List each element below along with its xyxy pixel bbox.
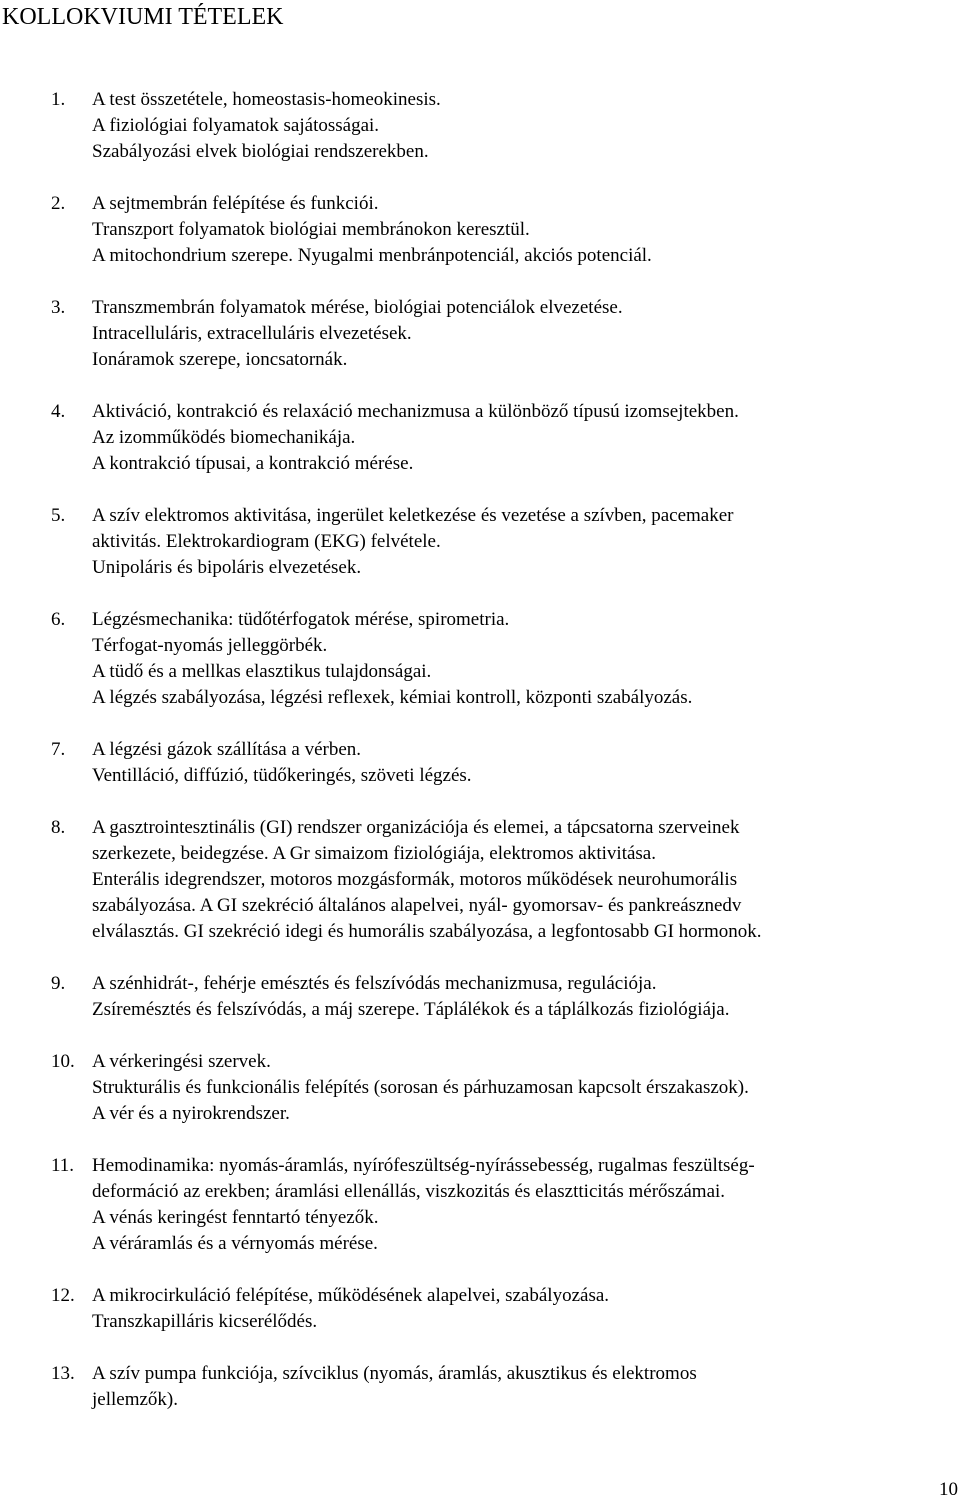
topic-line: A szív elektromos aktivitása, ingerület keletkezése és vezetése a szívben, pacemaker xyxy=(92,505,734,526)
topic-line: Aktiváció, kontrakció és relaxáció mechanizmusa a különböző típusú izomsejtekben. xyxy=(92,401,739,422)
topic-item xyxy=(0,971,960,1023)
topic-line: szerkezete, beidegzése. A Gr simaizom fiziológiája, elektromos aktivitása. xyxy=(92,843,656,864)
topic-line: A légzés szabályozása, légzési reflexek, kémiai kontroll, központi szabályozás. xyxy=(92,687,693,708)
topic-lines xyxy=(92,295,960,373)
topic-lines xyxy=(92,737,960,789)
topic-line: deformáció az erekben; áramlási ellenállás, viszkozitás és elasztticitás mérőszámai. xyxy=(92,1181,726,1202)
topic-item xyxy=(0,737,960,789)
topic-number: 12. xyxy=(51,1285,75,1306)
topic-line: jellemzők). xyxy=(92,1389,178,1410)
topic-line: A légzési gázok szállítása a vérben. xyxy=(92,739,362,760)
topic-lines xyxy=(92,503,960,581)
topic-number: 7. xyxy=(51,739,66,760)
topic-item xyxy=(0,399,960,477)
page-title: KOLLOKVIUMI TÉTELEK xyxy=(2,4,284,30)
topic-number: 5. xyxy=(51,505,66,526)
topic-item xyxy=(0,87,960,165)
topic-line: Az izomműködés biomechanikája. xyxy=(92,427,356,448)
topic-line: Transzkapilláris kicserélődés. xyxy=(92,1311,318,1332)
topic-line: Transzport folyamatok biológiai membránokon keresztül. xyxy=(92,219,530,240)
topic-line: Unipoláris és bipoláris elvezetések. xyxy=(92,557,362,578)
topic-number: 2. xyxy=(51,193,66,214)
topic-number: 1. xyxy=(51,89,66,110)
topic-item xyxy=(0,1153,960,1257)
topic-number: 9. xyxy=(51,973,66,994)
topic-line: elválasztás. GI szekréció idegi és humorális szabályozása, a legfontosabb GI hormonok. xyxy=(92,921,762,942)
topic-line: Ventilláció, diffúzió, tüdőkeringés, szöveti légzés. xyxy=(92,765,472,786)
topic-number: 4. xyxy=(51,401,66,422)
topic-line: Térfogat-nyomás jelleggörbék. xyxy=(92,635,328,656)
page-number: 10 xyxy=(939,1479,958,1500)
topic-line: A mikrocirkuláció felépítése, működésének alapelvei, szabályozása. xyxy=(92,1285,610,1306)
topic-line: A test összetétele, homeostasis-homeokinesis. xyxy=(92,89,441,110)
topic-lines xyxy=(92,1153,960,1257)
topic-line: A véráramlás és a vérnyomás mérése. xyxy=(92,1233,378,1254)
topic-item xyxy=(0,1283,960,1335)
topic-lines xyxy=(92,1049,960,1127)
topic-line: Intracelluláris, extracelluláris elvezetések. xyxy=(92,323,412,344)
topic-line: A tüdő és a mellkas elasztikus tulajdonságai. xyxy=(92,661,432,682)
topic-line: A vérkeringési szervek. xyxy=(92,1051,271,1072)
topic-line: A szív pumpa funkciója, szívciklus (nyomás, áramlás, akusztikus és elektromos xyxy=(92,1363,697,1384)
topic-line: A vér és a nyirokrendszer. xyxy=(92,1103,290,1124)
topic-line: Hemodinamika: nyomás-áramlás, nyírófeszültség-nyírássebesség, rugalmas feszültség- xyxy=(92,1155,755,1176)
topic-lines xyxy=(92,607,960,711)
topic-item xyxy=(0,191,960,269)
topic-number: 3. xyxy=(51,297,66,318)
topic-number: 6. xyxy=(51,609,66,630)
topic-lines xyxy=(92,1283,960,1335)
topic-item xyxy=(0,503,960,581)
topic-line: szabályozása. A GI szekréció általános alapelvei, nyál- gyomorsav- és pankreásznedv xyxy=(92,895,742,916)
topic-line: A fiziológiai folyamatok sajátosságai. xyxy=(92,115,380,136)
topic-lines xyxy=(92,971,960,1023)
topic-lines xyxy=(92,1361,960,1413)
topic-line: A kontrakció típusai, a kontrakció mérése. xyxy=(92,453,414,474)
topic-line: A szénhidrát-, fehérje emésztés és felszívódás mechanizmusa, regulációja. xyxy=(92,973,657,994)
topic-line: Enterális idegrendszer, motoros mozgásformák, motoros működések neurohumorális xyxy=(92,869,738,890)
topic-item xyxy=(0,607,960,711)
topic-line: A vénás keringést fenntartó tényezők. xyxy=(92,1207,379,1228)
topic-line: A mitochondrium szerepe. Nyugalmi menbránpotenciál, akciós potenciál. xyxy=(92,245,652,266)
topic-line: Szabályozási elvek biológiai rendszerekben. xyxy=(92,141,429,162)
topic-number: 10. xyxy=(51,1051,75,1072)
topic-number: 11. xyxy=(51,1155,75,1176)
topic-line: A gasztrointesztinális (GI) rendszer organizációja és elemei, a tápcsatorna szerveinek xyxy=(92,817,740,838)
topic-line: Légzésmechanika: tüdőtérfogatok mérése, spirometria. xyxy=(92,609,510,630)
topic-item xyxy=(0,1049,960,1127)
topic-line: A sejtmembrán felépítése és funkciói. xyxy=(92,193,379,214)
topic-list xyxy=(0,87,960,1439)
topic-line: Strukturális és funkcionális felépítés (sorosan és párhuzamosan kapcsolt érszakaszok). xyxy=(92,1077,749,1098)
topic-item xyxy=(0,295,960,373)
topic-lines xyxy=(92,191,960,269)
topic-lines xyxy=(92,815,960,945)
topic-item xyxy=(0,815,960,945)
topic-line: Transzmembrán folyamatok mérése, biológiai potenciálok elvezetése. xyxy=(92,297,623,318)
topic-lines xyxy=(92,87,960,165)
topic-line: Ionáramok szerepe, ioncsatornák. xyxy=(92,349,348,370)
topic-number: 13. xyxy=(51,1363,75,1384)
topic-item xyxy=(0,1361,960,1413)
topic-number: 8. xyxy=(51,817,66,838)
topic-line: aktivitás. Elektrokardiogram (EKG) felvétele. xyxy=(92,531,441,552)
topic-line: Zsíremésztés és felszívódás, a máj szerepe. Táplálékok és a táplálkozás fiziológiája. xyxy=(92,999,730,1020)
topic-lines xyxy=(92,399,960,477)
